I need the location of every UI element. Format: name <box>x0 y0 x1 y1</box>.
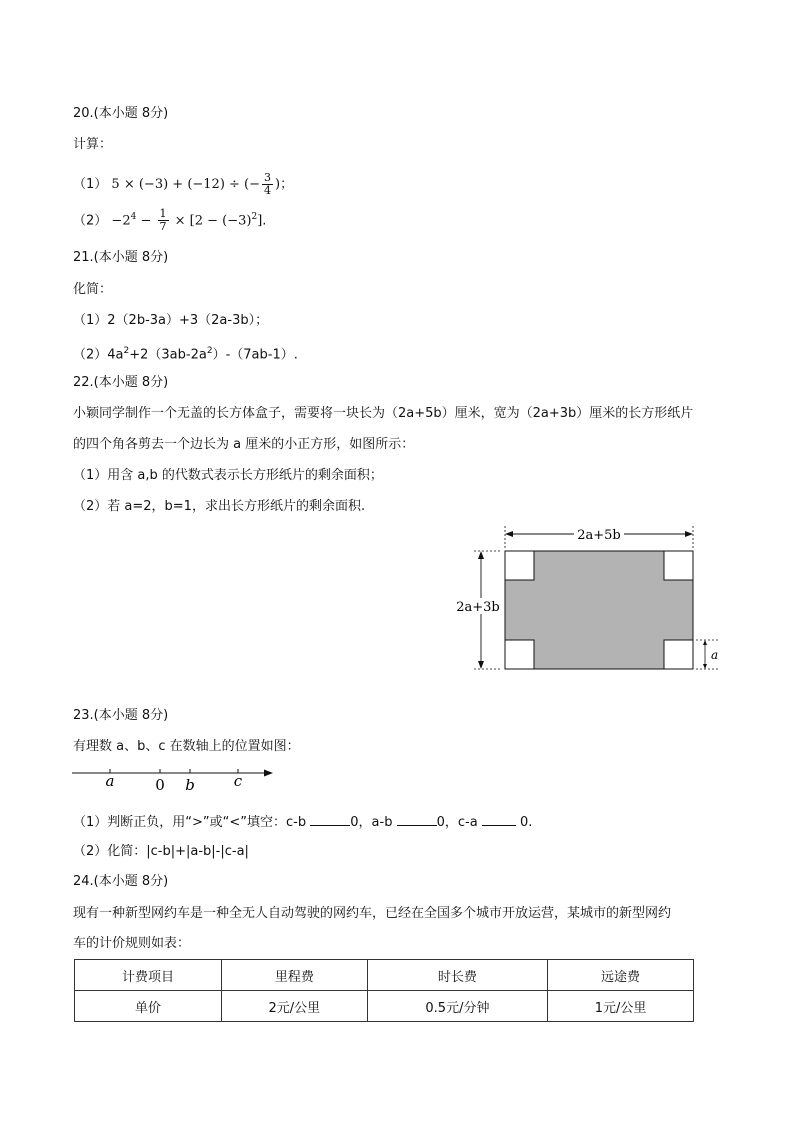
table-cell: 2元/公里 <box>221 991 367 1022</box>
q22-line2: 的四个角各剪去一个边长为 a 厘米的小正方形，如图所示： <box>73 437 415 452</box>
numberline-label-c: c <box>233 772 243 790</box>
figure-right-label: a <box>711 648 719 662</box>
q23-zero-3: 0 <box>519 815 529 830</box>
corner-square-tr <box>664 551 693 580</box>
table-cell: 单价 <box>75 991 222 1022</box>
q20-part2-expr-d: ] <box>257 213 263 229</box>
q21-header: 21.(本小题 8分) <box>73 250 169 265</box>
answer-blank-1[interactable] <box>310 811 350 826</box>
table-cell: 0.5元/分钟 <box>367 991 547 1022</box>
number-line <box>70 762 280 794</box>
q20-instruction: 计算： <box>73 137 113 152</box>
q23-line1: 有理数 a、b、c 在数轴上的位置如图： <box>73 739 300 754</box>
q20-part1-expr: 5 × (−3) + (−12) ÷ (− <box>111 177 261 192</box>
figure-top-label: 2a+5b <box>577 528 621 543</box>
rectangle-figure <box>450 522 730 682</box>
table-header-cell: 远途费 <box>548 960 694 991</box>
arrow-right-icon <box>264 770 273 777</box>
q20-part2-fraction <box>158 208 169 233</box>
figure-left-label: 2a+3b <box>456 600 500 615</box>
q24-line1: 现有一种新型网约车是一种全无人自动驾驶的网约车，已经在全国多个城市开放运营，某城市的新型网约 <box>73 906 672 921</box>
q22-part2: （2）若 a=2，b=1，求出长方形纸片的剩余面积. <box>73 499 366 514</box>
numberline-label-a: a <box>105 772 115 790</box>
corner-square-br <box>664 640 693 669</box>
q20-part2-end: . <box>262 213 267 229</box>
q20-part2 <box>73 208 266 233</box>
q23-part1 <box>73 811 532 832</box>
q21-part1: （1）2（2b-3a）+3（2a-3b）； <box>73 313 269 328</box>
q24-line2: 车的计价规则如表： <box>73 936 191 951</box>
q21-part2-post: ）-（7ab-1）. <box>212 347 298 363</box>
q20-part2-expr-c: × [2 − (−3) <box>170 213 252 229</box>
q22-header: 22.(本小题 8分) <box>73 375 169 390</box>
q20-part2-expr-b: − <box>136 213 156 229</box>
corner-square-bl <box>505 640 534 669</box>
answer-blank-3[interactable] <box>482 811 516 826</box>
q20-part2-expr-a: −2 <box>111 213 131 229</box>
q20-part1 <box>73 172 293 197</box>
q20-part1-close: ) <box>275 177 281 192</box>
table-header-row <box>75 960 694 991</box>
q21-part2 <box>73 342 298 364</box>
q21-instruction: 化简： <box>73 282 113 297</box>
fraction-numerator: 1 <box>159 207 167 221</box>
q23-expr-2: a-b <box>371 815 393 830</box>
corner-square-tl <box>505 551 534 580</box>
q21-part2-sup: 2 <box>123 346 130 356</box>
q23-zero-2: 0 <box>436 815 445 830</box>
numberline-label-b: b <box>185 776 195 794</box>
table-header-cell: 计费项目 <box>75 960 222 991</box>
numberline-label-zero: 0 <box>155 776 165 794</box>
q23-part2: （2）化简：|c-b|+|a-b|-|c-a| <box>73 844 249 859</box>
q20-part2-label: （2） <box>73 213 108 229</box>
table-cell: 1元/公里 <box>548 991 694 1022</box>
q20-header: 20.(本小题 8分) <box>73 106 169 121</box>
q22-part1: （1）用含 a,b 的代数式表示长方形纸片的剩余面积； <box>73 468 383 483</box>
q23-sep-1: ， <box>358 815 372 830</box>
fraction-denominator: 4 <box>264 184 272 197</box>
q21-part2-pre: （2）4a <box>73 347 124 363</box>
q20-part1-label: （1） <box>73 177 108 192</box>
fraction-numerator: 3 <box>264 171 272 184</box>
answer-blank-2[interactable] <box>397 811 437 826</box>
table-header-cell: 里程费 <box>221 960 367 991</box>
q23-end: . <box>528 815 533 830</box>
q20-part2-sup-a: 4 <box>130 212 137 222</box>
q23-expr-3: c-a <box>457 815 478 830</box>
fraction-denominator: 7 <box>159 220 167 234</box>
q20-part1-end: ； <box>280 177 294 192</box>
q21-part2-sup2: 2 <box>206 346 213 356</box>
q23-sep-2: ， <box>444 815 458 830</box>
q23-zero-1: 0 <box>350 815 359 830</box>
table-row <box>75 991 694 1022</box>
q21-part2-mid: +2（3ab-2a <box>129 347 207 363</box>
q24-header: 24.(本小题 8分) <box>73 874 169 889</box>
q22-line1: 小颖同学制作一个无盖的长方体盒子，需要将一块长为（2a+5b）厘米，宽为（2a+3b）厘米的长方形纸片 <box>73 406 694 421</box>
q20-part2-sup-b: 2 <box>251 212 258 222</box>
q23-expr-1: c-b <box>286 815 307 830</box>
fee-table <box>74 959 694 1022</box>
q20-part1-fraction <box>262 172 273 197</box>
table-header-cell: 时长费 <box>367 960 547 991</box>
q23-part1-text: （1）判断正负，用“>”或“<”填空： <box>73 815 286 830</box>
q23-header: 23.(本小题 8分) <box>73 708 169 723</box>
